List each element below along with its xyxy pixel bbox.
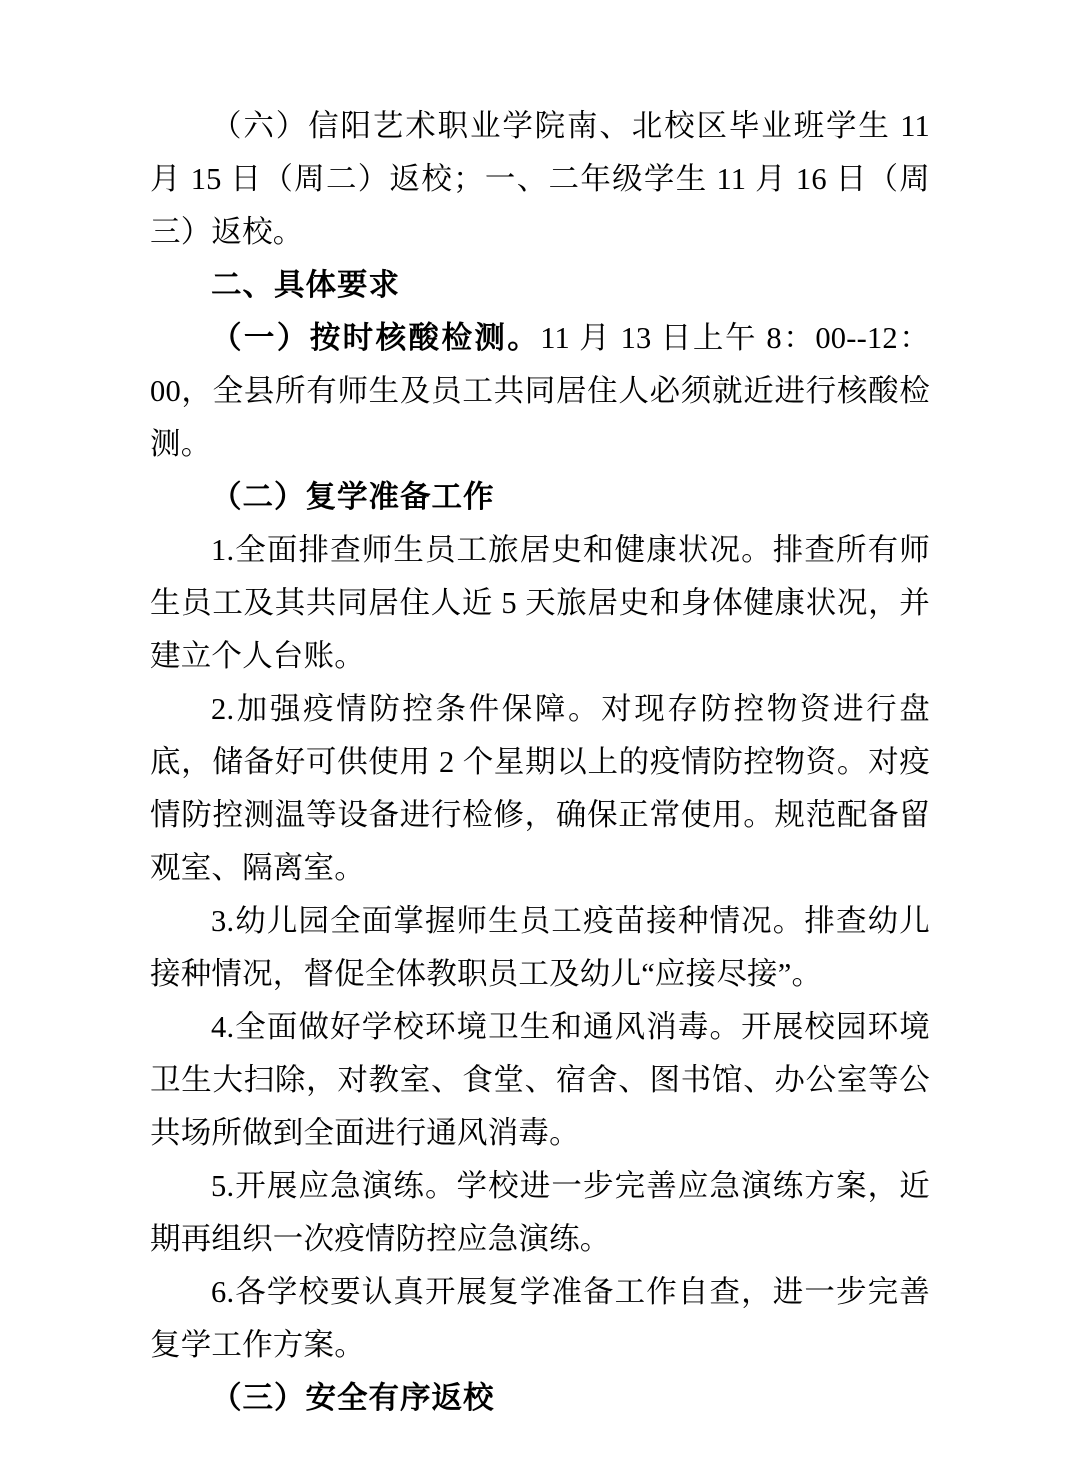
paragraph-point-4-sanitation: 4.全面做好学校环境卫生和通风消毒。开展校园环境卫生大扫除，对教室、食堂、宿舍、图书馆、办公室等公共场所做到全面进行通风消毒。: [150, 1010, 930, 1150]
paragraph-point-5-drill: 5.开展应急演练。学校进一步完善应急演练方案，近期再组织一次疫情防控应急演练。: [150, 1169, 930, 1256]
heading-item-two-preparation: （二）复学准备工作: [211, 479, 495, 515]
paragraph-point-3-vaccination: 3.幼儿园全面掌握师生员工疫苗接种情况。排查幼儿接种情况，督促全体教职员工及幼儿“应接尽接”。: [150, 904, 930, 991]
paragraph-item-one-nucleic-test: [150, 312, 930, 471]
paragraph-point-1-investigation: 1.全面排查师生员工旅居史和健康状况。排查所有师生员工及其共同居住人近 5 天旅居史和身体健康状况，并建立个人台账。: [150, 533, 930, 673]
text-nucleic-test: 11 月 13 日上午 8：00--12：00，全县所有师生及员工共同居住人必须就近进行核酸检测。: [150, 321, 930, 461]
paragraph-point-2-supplies: 2.加强疫情防控条件保障。对现存防控物资进行盘底，储备好可供使用 2 个星期以上的疫情防控物资。对疫情防控测温等设备进行检修，确保正常使用。规范配备留观室、隔离室。: [150, 692, 930, 885]
paragraph-item-six-return: （六）信阳艺术职业学院南、北校区毕业班学生 11 月 15 日（周二）返校；一、二年级学生 11 月 16 日（周三）返校。: [150, 109, 930, 249]
heading-item-three-safe-return: （三）安全有序返校: [211, 1380, 495, 1416]
heading-section-two: 二、具体要求: [211, 267, 400, 303]
document-body: [150, 100, 930, 1425]
lead-nucleic-test: （一）按时核酸检测。: [211, 320, 541, 356]
paragraph-point-6-self-check: 6.各学校要认真开展复学准备工作自查，进一步完善复学工作方案。: [150, 1275, 930, 1362]
